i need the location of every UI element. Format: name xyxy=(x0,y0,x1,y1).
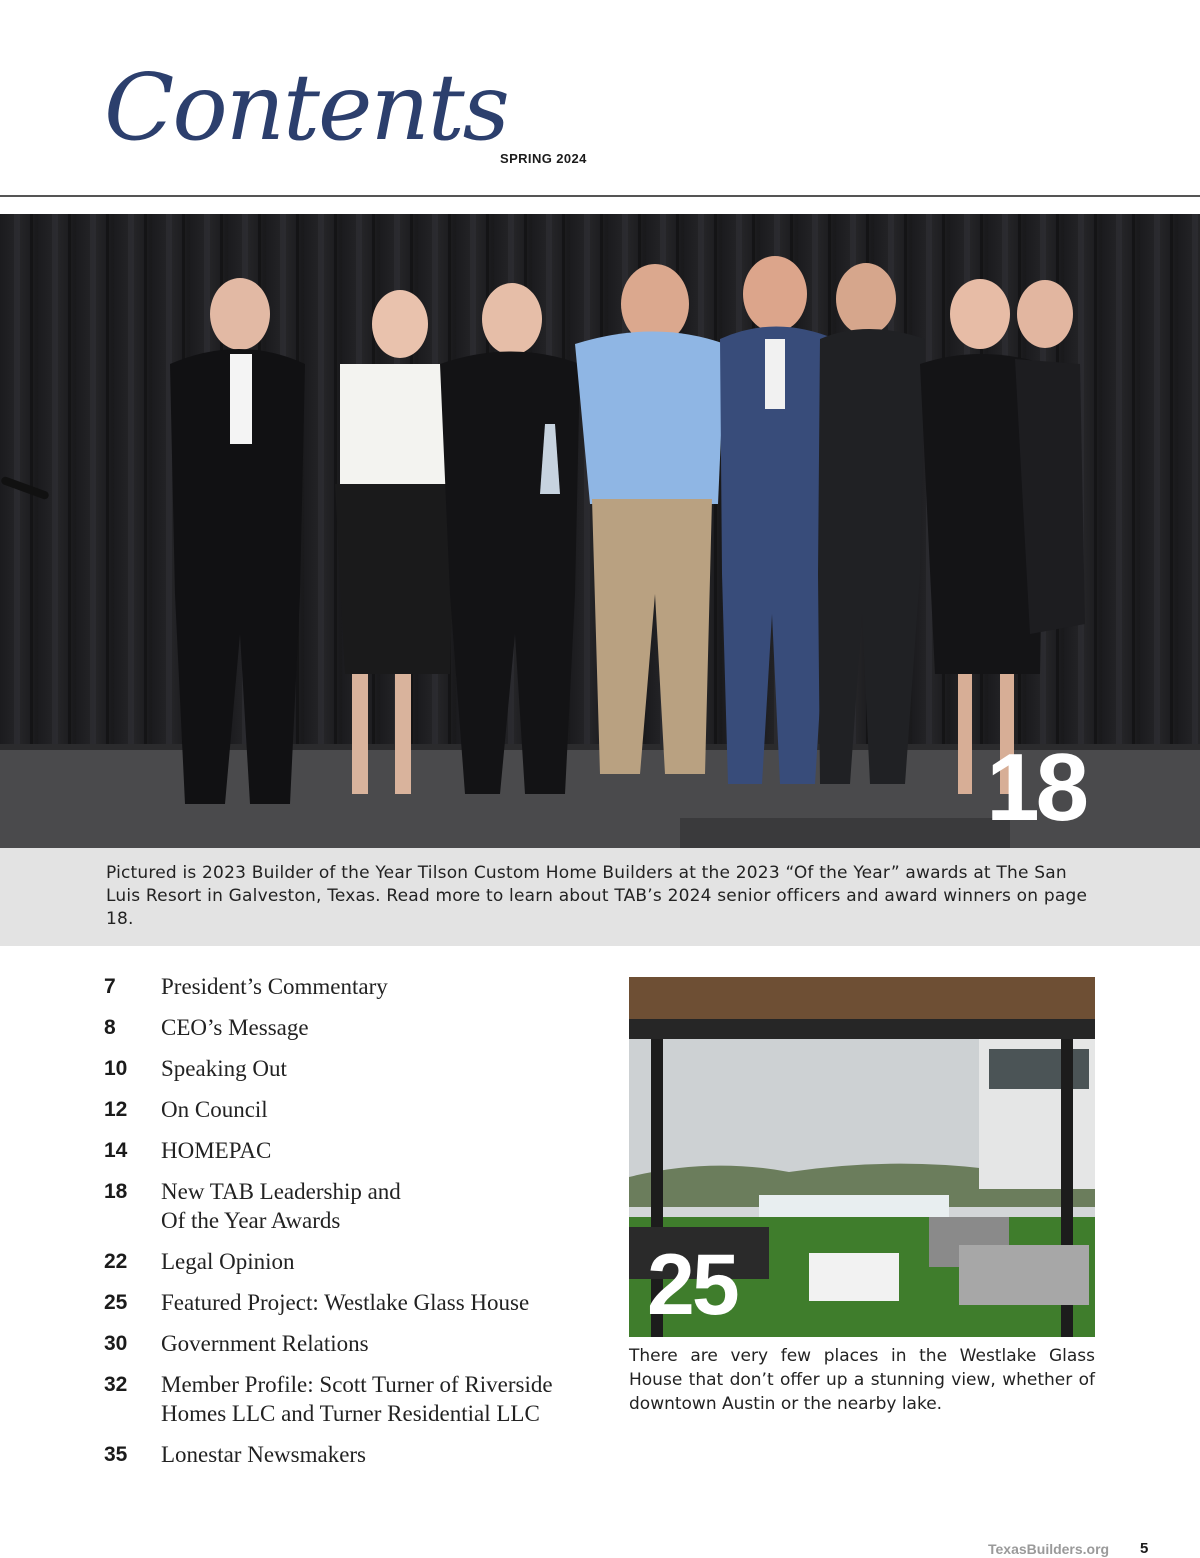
table-of-contents xyxy=(104,972,624,1481)
toc-page-number: 8 xyxy=(104,1016,116,1039)
toc-section-title: CEO’s Message xyxy=(161,1015,309,1040)
toc-entry[interactable] xyxy=(104,1329,624,1358)
toc-page-number: 30 xyxy=(104,1332,128,1355)
toc-entry[interactable] xyxy=(104,1136,624,1165)
feature-caption: There are very few places in the Westlake Glass House that don’t offer up a stunning view, whether of downtown Austin or the nearby lake. xyxy=(629,1346,1095,1414)
toc-entry[interactable] xyxy=(104,1247,624,1276)
toc-section-title: Legal Opinion xyxy=(161,1249,295,1274)
toc-page-number: 18 xyxy=(104,1180,128,1203)
toc-section-title: Featured Project: Westlake Glass House xyxy=(161,1290,530,1315)
feature-page-number: 25 xyxy=(647,1237,737,1333)
toc-page-number: 25 xyxy=(104,1291,128,1314)
toc-page-number: 22 xyxy=(104,1250,128,1273)
toc-page-number: 7 xyxy=(104,975,116,998)
toc-page-number: 32 xyxy=(104,1373,128,1396)
toc-page-number: 14 xyxy=(104,1139,128,1162)
toc-section-title: Lonestar Newsmakers xyxy=(161,1442,367,1467)
toc-page-number: 12 xyxy=(104,1098,128,1121)
issue-label: SPRING 2024 xyxy=(500,151,587,166)
toc-section-title: Government Relations xyxy=(161,1331,369,1356)
toc-entry[interactable] xyxy=(104,1288,624,1317)
toc-entry[interactable] xyxy=(104,1440,624,1469)
toc-page-number: 10 xyxy=(104,1057,128,1080)
toc-section-title: HOMEPAC xyxy=(161,1138,272,1163)
footer-page-number: 5 xyxy=(1140,1540,1149,1557)
toc-section-title: Speaking Out xyxy=(161,1056,287,1081)
toc-entry[interactable] xyxy=(104,1013,624,1042)
toc-section-title: On Council xyxy=(161,1097,268,1122)
toc-entry[interactable] xyxy=(104,1095,624,1124)
header-divider xyxy=(0,195,1200,197)
hero-page-number: 18 xyxy=(986,734,1085,841)
toc-section-title: New TAB Leadership and Of the Year Awards xyxy=(161,1179,401,1233)
toc-page-number: 35 xyxy=(104,1443,128,1466)
contents-title: Contents xyxy=(104,54,508,161)
toc-entry[interactable] xyxy=(104,1370,624,1428)
toc-entry[interactable] xyxy=(104,972,624,1001)
toc-section-title: President’s Commentary xyxy=(161,974,388,999)
toc-entry[interactable] xyxy=(104,1054,624,1083)
footer-website[interactable]: TexasBuilders.org xyxy=(988,1541,1110,1557)
toc-section-title: Member Profile: Scott Turner of Riverside Homes LLC and Turner Residential LLC xyxy=(161,1372,553,1426)
toc-entry[interactable] xyxy=(104,1177,624,1235)
hero-caption: Pictured is 2023 Builder of the Year Tilson Custom Home Builders at the 2023 “Of the Year” awards at The San Luis Resort in Galveston, Texas. Read more to learn about TAB’s 2024 senior officers and award winners on page 18. xyxy=(106,863,1088,929)
